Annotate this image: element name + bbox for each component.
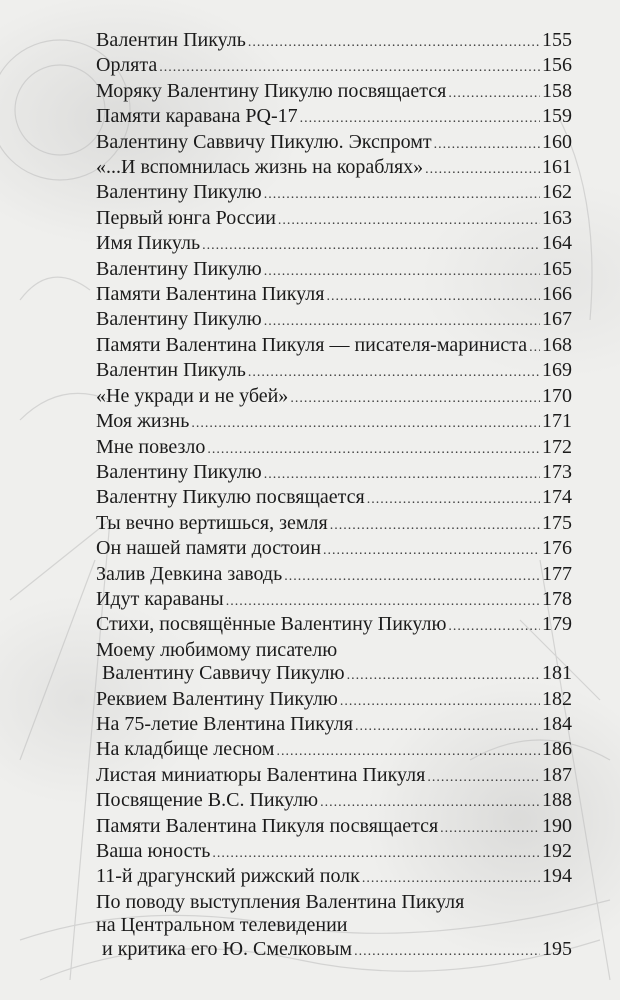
toc-entry-title: Валентин Пикуль xyxy=(96,359,246,382)
dot-leader xyxy=(290,387,540,410)
dot-leader xyxy=(248,361,540,384)
toc-entry-title: и критика его Ю. Смелковым xyxy=(102,937,353,960)
dot-leader xyxy=(326,285,540,308)
toc-page-number: 192 xyxy=(542,840,572,862)
toc-entry xyxy=(96,385,572,410)
toc-page-number: 178 xyxy=(542,587,572,610)
dot-leader xyxy=(362,867,540,890)
toc-page-number: 162 xyxy=(542,181,572,204)
dot-leader xyxy=(191,412,540,435)
toc-entry-title: Валентину Саввичу Пикулю. Экспромт xyxy=(96,130,432,153)
dot-leader xyxy=(355,715,540,738)
toc-entry-line: Моему любимому писателю xyxy=(96,638,338,661)
toc-entry-title: Посвящение В.С. Пикулю xyxy=(96,789,319,812)
toc-entry-line: По поводу выступления Валентина Пикуля xyxy=(96,890,465,913)
toc-page-number: 177 xyxy=(542,562,572,585)
dot-leader xyxy=(323,539,540,562)
toc-entry xyxy=(96,613,572,638)
toc-entry xyxy=(96,764,572,789)
dot-leader xyxy=(278,209,540,232)
toc-entry xyxy=(96,359,572,384)
toc-entry-title: Валентну Пикулю посвящается xyxy=(96,486,365,509)
toc-page-number: 159 xyxy=(542,105,572,128)
toc-page-number: 173 xyxy=(542,460,572,483)
toc-entry-line: на Центральном телевидении xyxy=(96,914,348,937)
toc-entry xyxy=(96,105,572,130)
toc-page-number: 174 xyxy=(542,486,572,509)
dot-leader xyxy=(340,690,540,713)
dot-leader xyxy=(276,740,540,763)
toc-page-number: 181 xyxy=(542,662,572,685)
toc-entry-title: Памяти каравана PQ-17 xyxy=(96,105,298,128)
toc-entry-title: Валентину Пикулю xyxy=(96,308,262,331)
toc-entry xyxy=(96,688,572,713)
toc-entry xyxy=(96,181,572,206)
toc-entry xyxy=(96,588,572,613)
toc-entry-title: 11-й драгунский рижский полк xyxy=(96,865,360,888)
toc-entry xyxy=(96,563,572,588)
toc-entry-title: На 75-летие Влентина Пикуля xyxy=(96,712,353,735)
dot-leader xyxy=(448,615,540,638)
toc-page-number: 165 xyxy=(542,257,572,280)
toc-entry xyxy=(96,308,572,333)
dot-leader xyxy=(529,336,540,359)
toc-entry xyxy=(96,789,572,814)
toc-page-number: 166 xyxy=(542,283,572,306)
toc-entry xyxy=(96,80,572,105)
toc-entry xyxy=(96,938,572,963)
toc-entry xyxy=(96,131,572,156)
toc-entry-title: Валентину Пикулю xyxy=(96,181,262,204)
toc-entry xyxy=(96,283,572,308)
toc-entry-title: Имя Пикуль xyxy=(96,232,201,255)
dot-leader xyxy=(264,260,540,283)
toc-entry-title: Орлята xyxy=(96,54,158,77)
toc-entry-title: Ты вечно вертишься, земля xyxy=(96,511,328,534)
dot-leader xyxy=(284,565,540,588)
dot-leader xyxy=(264,183,540,206)
toc-entry xyxy=(96,232,572,257)
toc-page-number: 163 xyxy=(542,206,572,229)
toc-page-number: 176 xyxy=(542,537,572,560)
toc-page-number: 160 xyxy=(542,130,572,153)
toc-page-number: 184 xyxy=(542,712,572,735)
toc-page-number: 190 xyxy=(542,814,572,837)
toc-page-number: 179 xyxy=(542,613,572,636)
dot-leader xyxy=(159,56,540,79)
toc-entry xyxy=(96,54,572,79)
toc-entry xyxy=(96,738,572,763)
toc-entry-title: Валентину Саввичу Пикулю xyxy=(102,662,345,685)
toc-entry-title: Валентин Пикуль xyxy=(96,29,246,51)
dot-leader xyxy=(330,514,540,537)
toc-entry-title: Стихи, посвящённые Валентину Пикулю xyxy=(96,613,447,636)
toc-entry-title: Памяти Валентина Пикуля — писателя-мариниста xyxy=(96,333,528,356)
toc-page-number: 175 xyxy=(542,511,572,534)
toc-entry-title: Идут караваны xyxy=(96,587,224,610)
toc-entry-title: Он нашей памяти достоин xyxy=(96,537,322,560)
toc-entry xyxy=(96,156,572,181)
dot-leader xyxy=(212,842,540,865)
toc-entry xyxy=(96,840,572,865)
toc-entry xyxy=(96,334,572,359)
dot-leader xyxy=(207,438,540,461)
toc-entry xyxy=(96,486,572,511)
toc-entry-title: Реквием Валентину Пикулю xyxy=(96,687,338,710)
toc-entry-title: Листая миниатюры Валентина Пикуля xyxy=(96,763,426,786)
toc-page-number: 188 xyxy=(542,789,572,812)
toc-entry xyxy=(96,461,572,486)
toc-page-number: 167 xyxy=(542,308,572,331)
dot-leader xyxy=(354,940,540,963)
toc-page-number: 169 xyxy=(542,359,572,382)
toc-entry-title: Ваша юность xyxy=(96,840,211,862)
dot-leader xyxy=(202,234,540,257)
dot-leader xyxy=(425,158,540,181)
toc-entry xyxy=(96,865,572,890)
dot-leader xyxy=(248,31,540,54)
toc-page-number: 187 xyxy=(542,763,572,786)
dot-leader xyxy=(440,817,540,840)
toc-entry xyxy=(96,207,572,232)
toc-page-number: 195 xyxy=(542,937,572,960)
toc-entry xyxy=(96,512,572,537)
toc-entry-title: Валентину Пикулю xyxy=(96,460,262,483)
toc-page-number: 170 xyxy=(542,384,572,407)
toc-entry xyxy=(96,29,572,54)
dot-leader xyxy=(264,310,540,333)
toc-page-number: 168 xyxy=(542,333,572,356)
dot-leader xyxy=(367,488,540,511)
dot-leader xyxy=(448,82,540,105)
toc-entry-title: Моя жизнь xyxy=(96,410,190,433)
toc-page-number: 194 xyxy=(542,865,572,888)
toc-entry-title: На кладбище лесном xyxy=(96,738,275,761)
toc-entry xyxy=(96,713,572,738)
toc-entry-title: Памяти Валентина Пикуля xyxy=(96,283,325,306)
toc-entry-title: Первый юнга России xyxy=(96,206,276,229)
toc-entry xyxy=(96,258,572,283)
toc-entry-title: Моряку Валентину Пикулю посвящается xyxy=(96,79,447,102)
dot-leader xyxy=(320,791,540,814)
toc-page-number: 186 xyxy=(542,738,572,761)
dot-leader xyxy=(434,133,540,156)
toc-page-number: 156 xyxy=(542,54,572,77)
toc-entry-title: Валентину Пикулю xyxy=(96,257,262,280)
toc-page-number: 172 xyxy=(542,435,572,458)
toc-page-number: 164 xyxy=(542,232,572,255)
table-of-contents xyxy=(96,29,572,963)
toc-entry xyxy=(96,537,572,562)
dot-leader xyxy=(226,590,540,613)
toc-entry xyxy=(96,815,572,840)
toc-entry xyxy=(96,436,572,461)
toc-page-number: 158 xyxy=(542,79,572,102)
toc-entry-title: «...И вспомнилась жизнь на кораблях» xyxy=(96,156,424,179)
toc-page-number: 182 xyxy=(542,687,572,710)
dot-leader xyxy=(347,664,540,687)
toc-page-number: 171 xyxy=(542,410,572,433)
toc-entry xyxy=(96,410,572,435)
toc-entry-title: Мне повезло xyxy=(96,435,206,458)
dot-leader xyxy=(264,463,540,486)
toc-page-number: 161 xyxy=(542,156,572,179)
toc-entry-title: «Не укради и не убей» xyxy=(96,384,289,407)
toc-entry-title: Памяти Валентина Пикуля посвящается xyxy=(96,814,439,837)
toc-entry xyxy=(96,662,572,687)
toc-entry-title: Залив Девкина заводь xyxy=(96,562,283,585)
toc-page-number: 155 xyxy=(542,29,572,51)
dot-leader xyxy=(300,107,540,130)
dot-leader xyxy=(427,766,540,789)
